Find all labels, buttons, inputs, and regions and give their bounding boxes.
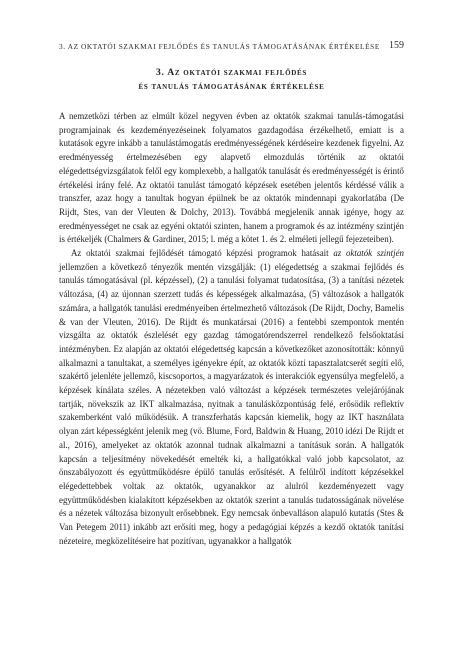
paragraph-2-emphasis: az oktatók szintjén bbox=[333, 248, 404, 259]
running-header: 3. AZ OKTATÓI SZAKMAI FEJLŐDÉS ÉS TANULÁS TÁMOGATÁSÁNAK ÉRTÉKELÉSE bbox=[59, 42, 380, 51]
section-heading-line-1: 3. Az oktatói szakmai fejlődés bbox=[156, 67, 307, 78]
body-text bbox=[59, 110, 404, 549]
section-heading-line-2: és tanulás támogatásának értékelése bbox=[138, 81, 325, 92]
paragraph-2-rest: jellemzően a következő tényezők mentén vizsgálják: (1) elégedettség a szakmai fejlődés és tanulás támogatásával (pl. képzéssel), (2) a tanulási folyamat tudatosítása, (3) a tanítási nézetek változása, (4) az újonnan szerzett tudás és képességek alkalmazása, (5) változások a hallgatók számára, a hallgatók tanulási eredményeiben értelmezhető változások (De Rijdt, Dochy, Bamelis & van der Vleuten, 2016). De Rijdt és munkatársai (2016) a fentebbi szempontok mentén vizsgálta az oktatók észlelését egy gazdag támogatórendszerrel rendelkező felsőoktatási intézményben. Ez alapján az oktatói elégedettség kapcsán a következőket azonosították: könnyű alkalmazni a tanultakat, a személyes igényekre épít, az oktatók közti tapasztalatcserét segíti elő, szakértő jelenléte jellemző, kiscsoportos, a magyarázatok és interakciók egyensúlya megfelelő, a képzések kínálata széles. A nézetekben való változást a képzések természetes velejárójának tartják, növekszik az IKT alkalmazása, nyitnak a tanulásközpontúság felé, erősödik reflektív szakemberként való működésük. A transzferhatás kapcsán kiemelik, hogy az IKT használata olyan zárt képességként jelenik meg (vö. Blume, Ford, Baldwin & Huang, 2010 idézi De Rijdt et al., 2016), amelyeket az oktatók azonnal tudnak alkalmazni a tanításuk során. A hallgatók kapcsán a teljesítmény növekedését emelték ki, a hallgatókkal való jobb kapcsolatot, az önszabályozott és együttműködésre épülő tanulás erősítését. A felülről indított képzésekkel elégedettebbek voltak az oktatók, ugyanakkor az alulról kezdeményezett vagy együttműködésben kialakított képzésekben az oktatók szerint a tanulás tudatosságának növelése és a nézetek változása bizonyult erősebbnek. Egy nemcsak önbevalláson alapuló kutatás (Stes & Van Petegem 2011) inkább azt erősíti meg, hogy a pedagógiai képzés a kezdő oktatók tanítási nézeteire, megközelítéseire hat pozitívan, ugyanakkor a hallgatók bbox=[59, 261, 404, 546]
paragraph-1: A nemzetközi térben az elmúlt közel negyven évben az oktatók szakmai tanulás-támogatási programjainak és kezdeményezéseinek folyamatos gazdagodása érzékelhető, emiatt is a kutatások egyre inkább a tanulástámogatás eredményességének kérdéseire kezdenek figyelni. Az eredményesség értelmezésében egy alapvető elmozdulás történik az oktatói elégedettségvizsgálatok felől egy komplexebb, a hallgatók tanulását és eredményességét is érintő értékelési irány felé. Az oktatói tanulást támogató képzések esetében jelentős kérdéssé válik a transzfer, azaz hogy a tanultak hogyan épülnek be az oktatók mindennapi gyakorlatába (De Rijdt, Stes, van der Vleuten & Dolchy, 2013). Továbbá megjelenik annak igénye, hogy az eredményességet ne csak az egyéni oktatói szinten, hanem a programok és az intézmény szintjén is értékeljék (Chalmers & Gardiner, 2015; l. még a kötet 1. és 2. elméleti jellegű fejezeteiben). bbox=[59, 111, 404, 245]
paragraph-2 bbox=[59, 247, 404, 548]
paragraph-2-lead: Az oktatói szakmai fejlődését támogató képzési programok hatásait bbox=[71, 248, 334, 259]
section-heading bbox=[59, 66, 404, 94]
page-number: 159 bbox=[389, 40, 404, 51]
